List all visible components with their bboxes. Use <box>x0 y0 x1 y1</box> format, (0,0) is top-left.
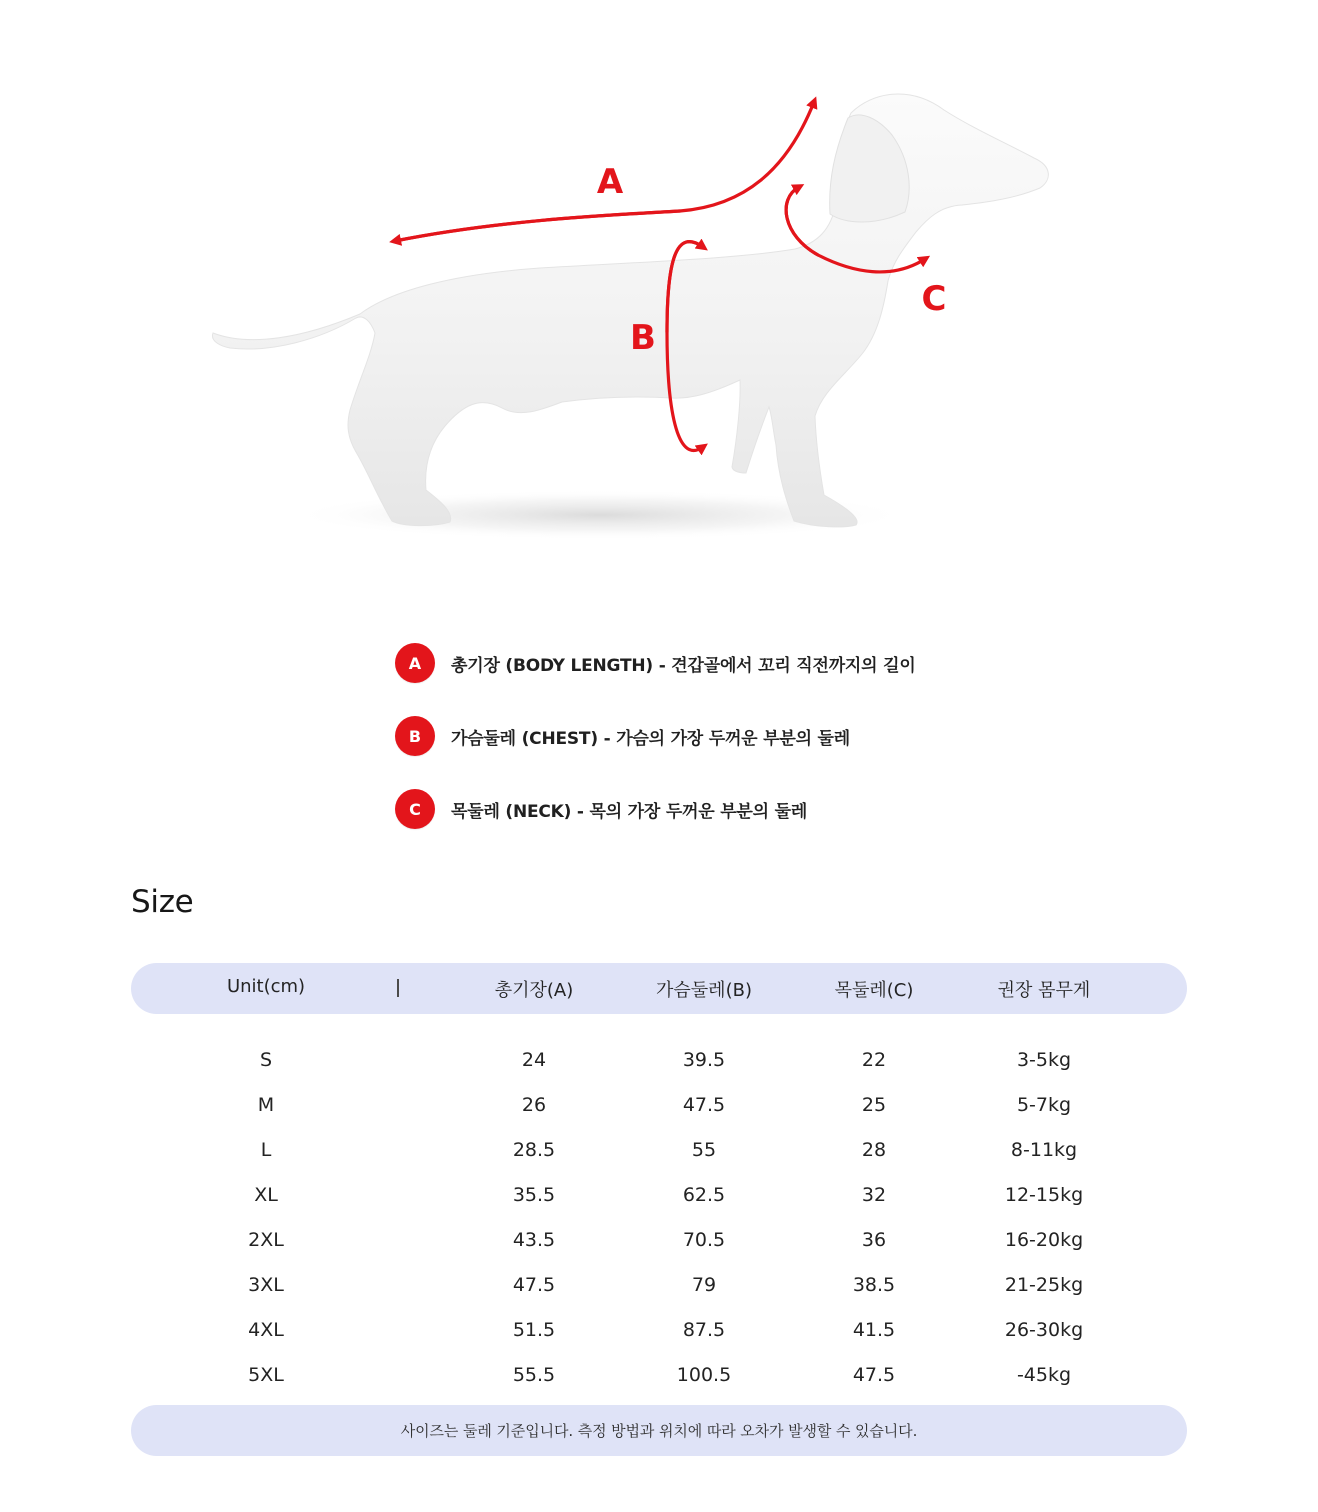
size-table <box>131 963 1187 1399</box>
row-weight: 12-15kg <box>1004 1184 1084 1206</box>
table-row <box>131 1084 1187 1124</box>
size-table-body <box>131 1039 1187 1399</box>
row-neck: 36 <box>861 1229 887 1251</box>
legend-text-a: 총기장 (BODY LENGTH) - 견갑골에서 꼬리 직전까지의 길이 <box>451 655 916 676</box>
size-section-title: Size <box>131 884 194 920</box>
row-weight: 21-25kg <box>1004 1274 1084 1296</box>
row-size: 5XL <box>248 1364 284 1386</box>
row-body-length: 28.5 <box>512 1139 556 1161</box>
size-table-header <box>131 963 1187 1014</box>
row-chest: 100.5 <box>676 1364 732 1386</box>
row-weight: 26-30kg <box>1004 1319 1084 1341</box>
row-body-length: 35.5 <box>512 1184 556 1206</box>
dachshund-diagram <box>0 0 1318 590</box>
row-neck: 32 <box>861 1184 887 1206</box>
label-c: C <box>921 279 947 319</box>
row-chest: 70.5 <box>682 1229 726 1251</box>
row-body-length: 26 <box>521 1094 547 1116</box>
row-body-length: 47.5 <box>512 1274 556 1296</box>
row-size: XL <box>254 1184 278 1206</box>
row-body-length: 24 <box>521 1049 547 1071</box>
row-neck: 47.5 <box>852 1364 896 1386</box>
table-row <box>131 1174 1187 1214</box>
header-neck: 목둘레(C) <box>834 980 914 1001</box>
row-chest: 55 <box>691 1139 717 1161</box>
table-row <box>131 1129 1187 1169</box>
legend-text-b: 가슴둘레 (CHEST) - 가슴의 가장 두꺼운 부분의 둘레 <box>451 728 850 749</box>
row-weight: 3-5kg <box>1016 1049 1072 1071</box>
dog-measurement-illustration <box>0 0 1318 590</box>
header-divider <box>397 979 399 997</box>
legend-item-a <box>395 642 1095 684</box>
table-row <box>131 1354 1187 1394</box>
row-weight: 8-11kg <box>1010 1139 1078 1161</box>
header-chest: 가슴둘레(B) <box>656 980 752 1001</box>
row-chest: 62.5 <box>682 1184 726 1206</box>
size-note-banner: 사이즈는 둘레 기준입니다. 측정 방법과 위치에 따라 오차가 발생할 수 있습니다. <box>131 1405 1187 1456</box>
row-body-length: 51.5 <box>512 1319 556 1341</box>
table-row <box>131 1264 1187 1304</box>
legend-badge-c: C <box>395 789 435 829</box>
table-row <box>131 1219 1187 1259</box>
measurement-legend <box>395 642 1095 861</box>
row-weight: 16-20kg <box>1004 1229 1084 1251</box>
row-size: 2XL <box>248 1229 284 1251</box>
row-neck: 25 <box>861 1094 887 1116</box>
row-neck: 28 <box>861 1139 887 1161</box>
row-size: L <box>260 1139 272 1161</box>
row-body-length: 55.5 <box>512 1364 556 1386</box>
header-recommended-weight: 권장 몸무게 <box>997 980 1091 1001</box>
header-body-length: 총기장(A) <box>494 980 574 1001</box>
row-weight: 5-7kg <box>1016 1094 1072 1116</box>
row-neck: 41.5 <box>852 1319 896 1341</box>
row-body-length: 43.5 <box>512 1229 556 1251</box>
label-b: B <box>630 318 656 358</box>
row-size: S <box>259 1049 273 1071</box>
row-size: 3XL <box>248 1274 284 1296</box>
header-unit: Unit(cm) <box>226 976 306 997</box>
row-size: 4XL <box>248 1319 284 1341</box>
row-chest: 39.5 <box>682 1049 726 1071</box>
legend-text-c: 목둘레 (NECK) - 목의 가장 두꺼운 부분의 둘레 <box>451 801 808 822</box>
legend-badge-b: B <box>395 716 435 756</box>
label-a: A <box>596 162 624 202</box>
legend-item-c <box>395 788 1095 830</box>
row-neck: 38.5 <box>852 1274 896 1296</box>
legend-item-b <box>395 715 1095 757</box>
row-chest: 79 <box>691 1274 717 1296</box>
legend-badge-a: A <box>395 643 435 683</box>
row-chest: 47.5 <box>682 1094 726 1116</box>
table-row <box>131 1039 1187 1079</box>
table-row <box>131 1309 1187 1349</box>
row-weight: -45kg <box>1016 1364 1072 1386</box>
measurement-arrow-a <box>395 102 814 241</box>
row-size: M <box>257 1094 275 1116</box>
row-neck: 22 <box>861 1049 887 1071</box>
row-chest: 87.5 <box>682 1319 726 1341</box>
